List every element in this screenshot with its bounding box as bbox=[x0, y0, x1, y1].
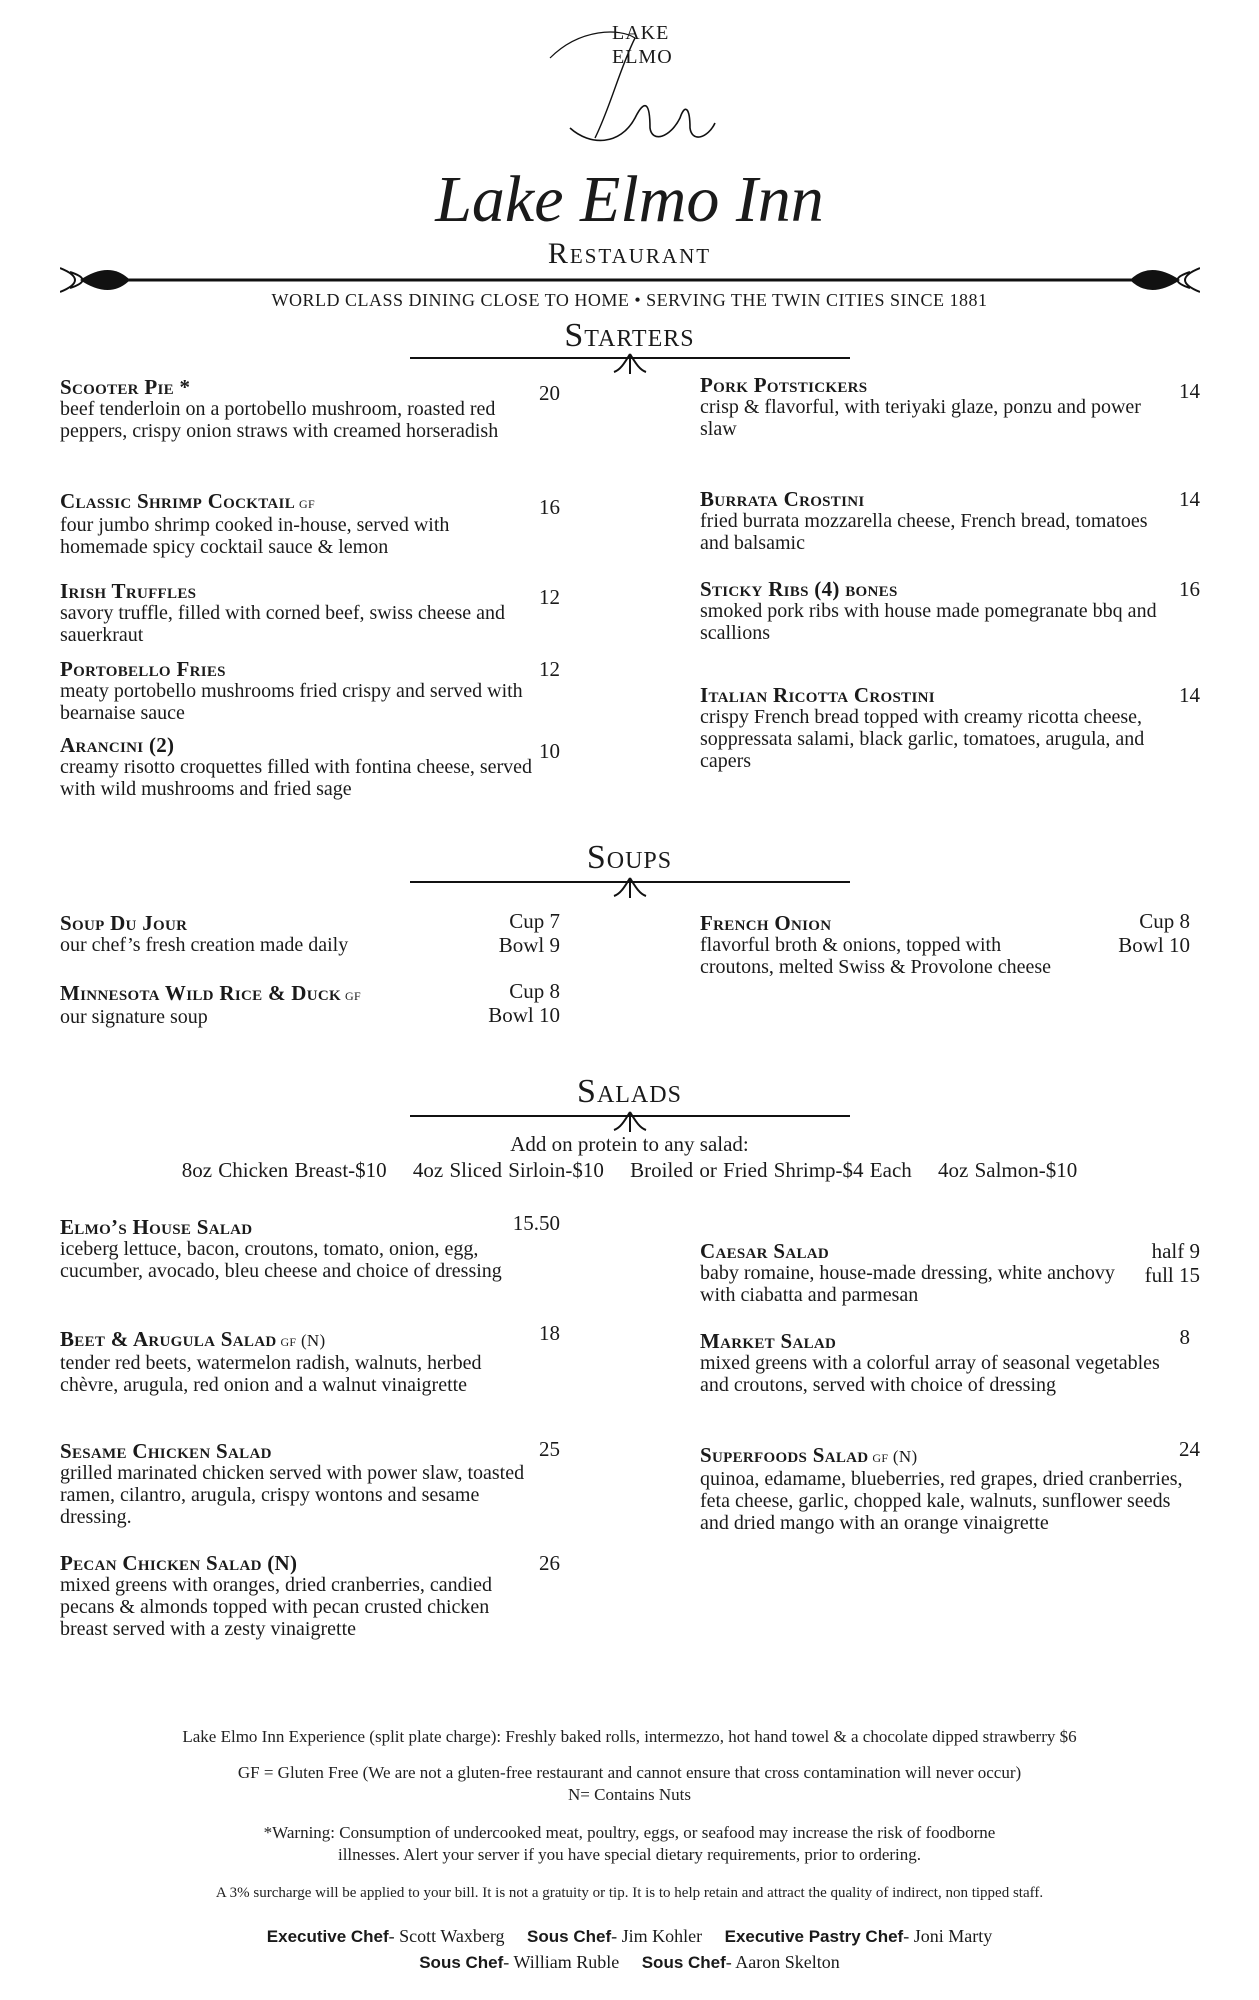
item-desc: meaty portobello mushrooms fried crispy and served with bearnaise sauce bbox=[60, 680, 523, 724]
logo-lake: LAKE bbox=[612, 22, 670, 44]
item-desc: grilled marinated chicken served with power slaw, toasted ramen, cilantro, arugula, crispy wontons and sesame dressing. bbox=[60, 1462, 525, 1528]
starter-item bbox=[60, 376, 540, 442]
item-name: Market Salad bbox=[700, 1329, 837, 1353]
item-desc: our signature soup bbox=[60, 1006, 208, 1028]
item-price: 25 bbox=[539, 1437, 560, 1461]
salads-heading: Salads bbox=[577, 1073, 682, 1110]
gluten-free-note: GF = Gluten Free (We are not a gluten-free restaurant and cannot ensure that cross contamination will never occur) bbox=[237, 1763, 1022, 1782]
item-price: 20 bbox=[539, 381, 560, 405]
addon-list bbox=[0, 1158, 1259, 1183]
item-name: Elmo’s House Salad bbox=[60, 1215, 253, 1239]
item-price-bowl: Bowl 10 bbox=[1118, 933, 1190, 957]
item-desc: savory truffle, filled with corned beef, swiss cheese and sauerkraut bbox=[60, 602, 506, 646]
salad-item bbox=[60, 1440, 540, 1528]
restaurant-subtitle: Restaurant bbox=[547, 237, 712, 270]
experience-note: Lake Elmo Inn Experience (split plate charge): Freshly baked rolls, intermezzo, hot hand towel & a chocolate dipped strawberry $6 bbox=[182, 1727, 1077, 1746]
item-name: Pecan Chicken Salad (N) bbox=[60, 1551, 298, 1575]
item-price: 14 bbox=[1179, 683, 1200, 707]
addon-item: 8oz Chicken Breast-$10 bbox=[181, 1158, 387, 1182]
item-desc: beef tenderloin on a portobello mushroom, roasted red peppers, crispy onion straws with creamed horseradish bbox=[60, 398, 499, 442]
salad-item bbox=[60, 1552, 540, 1640]
chef-role: Executive Chef bbox=[266, 1927, 389, 1946]
item-price: 14 bbox=[1179, 379, 1200, 403]
chef-name: Jim Kohler bbox=[621, 1926, 703, 1946]
item-desc: crispy French bread topped with creamy ricotta cheese, soppressata salami, black garlic, tomatoes, arugula, and capers bbox=[700, 706, 1145, 772]
item-price: 16 bbox=[1179, 577, 1200, 601]
starter-item bbox=[60, 734, 540, 800]
chef-name: William Ruble bbox=[513, 1952, 620, 1972]
addon-item: 4oz Salmon-$10 bbox=[938, 1158, 1078, 1182]
salad-item bbox=[700, 1240, 1120, 1306]
addon-item: 4oz Sliced Sirloin-$10 bbox=[412, 1158, 604, 1182]
item-name: Superfoods Salad bbox=[700, 1443, 869, 1467]
starter-item bbox=[60, 658, 540, 724]
item-tag: gf (N) bbox=[872, 1447, 918, 1466]
item-desc: mixed greens with oranges, dried cranberries, candied pecans & almonds topped with pecan crusted chicken breast served with a zesty vinaigrette bbox=[60, 1574, 493, 1640]
item-name: French Onion bbox=[700, 911, 832, 935]
item-price: 12 bbox=[539, 585, 560, 609]
salad-item bbox=[60, 1328, 540, 1396]
item-price: 12 bbox=[539, 657, 560, 681]
starter-item bbox=[700, 578, 1190, 644]
item-desc: crisp & flavorful, with teriyaki glaze, ponzu and power slaw bbox=[700, 396, 1141, 440]
item-name: Soup Du Jour bbox=[60, 911, 188, 935]
item-name: Burrata Crostini bbox=[700, 487, 865, 511]
item-price-full: full 15 bbox=[1144, 1263, 1200, 1287]
addon-item: Broiled or Fried Shrimp-$4 Each bbox=[630, 1158, 912, 1182]
soups-divider bbox=[410, 874, 850, 902]
item-tag: gf (N) bbox=[280, 1331, 326, 1350]
item-desc: four jumbo shrimp cooked in-house, served with homemade spicy cocktail sauce & lemon bbox=[60, 514, 450, 558]
surcharge-note: A 3% surcharge will be applied to your bill. It is not a gratuity or tip. It is to help retain and attract the quality of indirect, non tipped staff. bbox=[215, 1885, 1044, 1901]
item-name: Caesar Salad bbox=[700, 1239, 830, 1263]
item-tag: gf bbox=[345, 985, 361, 1004]
salad-item bbox=[700, 1444, 1190, 1534]
item-desc: tender red beets, watermelon radish, walnuts, herbed chèvre, arugula, red onion and a walnut vinaigrette bbox=[60, 1352, 482, 1396]
item-name: Minnesota Wild Rice & Duck bbox=[60, 981, 341, 1005]
item-name: Irish Truffles bbox=[60, 579, 197, 603]
item-name: Portobello Fries bbox=[60, 657, 226, 681]
chef-role: Sous Chef bbox=[527, 1927, 612, 1946]
item-price: 24 bbox=[1179, 1437, 1200, 1461]
starter-item bbox=[700, 374, 1180, 440]
item-desc: fried burrata mozzarella cheese, French bread, tomatoes and balsamic bbox=[700, 510, 1148, 554]
starters-heading: Starters bbox=[564, 317, 695, 354]
item-name: Sticky Ribs (4) bones bbox=[700, 577, 898, 601]
item-price: 18 bbox=[539, 1321, 560, 1345]
item-name: Arancini (2) bbox=[60, 733, 175, 757]
item-desc: creamy risotto croquettes filled with fontina cheese, served with wild mushrooms and fried sage bbox=[60, 756, 533, 800]
item-price: 10 bbox=[539, 739, 560, 763]
chef-role: Sous Chef bbox=[641, 1953, 726, 1972]
starter-item bbox=[700, 684, 1180, 772]
addon-heading: Add on protein to any salad: bbox=[510, 1132, 749, 1156]
item-price: 26 bbox=[539, 1551, 560, 1575]
chef-name: Joni Marty bbox=[913, 1926, 993, 1946]
item-name: Beet & Arugula Salad bbox=[60, 1327, 277, 1351]
chef-role: Sous Chef bbox=[419, 1953, 504, 1972]
item-desc: mixed greens with a colorful array of seasonal vegetables and croutons, served with choice of dressing bbox=[700, 1352, 1160, 1396]
salad-item bbox=[700, 1330, 1180, 1396]
item-price-cup: Cup 8 bbox=[509, 979, 560, 1003]
soup-item bbox=[700, 912, 1120, 978]
item-name: Scooter Pie * bbox=[60, 375, 191, 399]
item-price: 14 bbox=[1179, 487, 1200, 511]
soups-heading: Soups bbox=[586, 839, 673, 876]
chef-credits-line-1: Executive Chef- Scott Waxberg Sous Chef- Jim Kohler Executive Pastry Chef- Joni Marty bbox=[266, 1926, 993, 1946]
chef-name: Aaron Skelton bbox=[735, 1952, 840, 1972]
item-price-bowl: Bowl 10 bbox=[488, 1003, 560, 1027]
tagline: WORLD CLASS DINING CLOSE TO HOME • SERVING THE TWIN CITIES SINCE 1881 bbox=[271, 290, 988, 310]
logo-elmo: ELMO bbox=[612, 46, 673, 68]
item-desc: smoked pork ribs with house made pomegranate bbq and scallions bbox=[700, 600, 1157, 644]
chef-name: Scott Waxberg bbox=[399, 1926, 505, 1946]
item-desc: our chef’s fresh creation made daily bbox=[60, 934, 349, 956]
item-price: 8 bbox=[1179, 1325, 1190, 1349]
item-price-cup: Cup 7 bbox=[509, 909, 560, 933]
item-name: Italian Ricotta Crostini bbox=[700, 683, 935, 707]
nuts-note: N= Contains Nuts bbox=[568, 1785, 691, 1804]
starter-item bbox=[700, 488, 1180, 554]
item-price-cup: Cup 8 bbox=[1139, 909, 1190, 933]
item-price: 15.50 bbox=[512, 1211, 560, 1235]
chef-credits-line-2: Sous Chef- William Ruble Sous Chef- Aaron Skelton bbox=[419, 1952, 840, 1972]
warning-line-1: *Warning: Consumption of undercooked meat, poultry, eggs, or seafood may increase the risk of foodborne bbox=[263, 1823, 996, 1842]
starter-item bbox=[60, 490, 540, 558]
warning-line-2: illnesses. Alert your server if you have special dietary requirements, prior to ordering. bbox=[337, 1845, 921, 1864]
restaurant-title: Lake Elmo Inn bbox=[435, 163, 824, 236]
starter-item bbox=[60, 580, 540, 646]
item-name: Sesame Chicken Salad bbox=[60, 1439, 272, 1463]
item-name: Classic Shrimp Cocktail bbox=[60, 489, 295, 513]
item-price: 16 bbox=[539, 495, 560, 519]
item-desc: iceberg lettuce, bacon, croutons, tomato, onion, egg, cucumber, avocado, bleu cheese and choice of dressing bbox=[60, 1238, 502, 1282]
item-price-half: half 9 bbox=[1151, 1239, 1200, 1263]
item-desc: quinoa, edamame, blueberries, red grapes, dried cranberries, feta cheese, garlic, chopped kale, walnuts, sunflower seeds and dried mango with an orange vinaigrette bbox=[700, 1468, 1183, 1534]
salad-item bbox=[60, 1216, 540, 1282]
item-desc: baby romaine, house-made dressing, white anchovy with ciabatta and parmesan bbox=[700, 1262, 1115, 1306]
item-desc: flavorful broth & onions, topped with croutons, melted Swiss & Provolone cheese bbox=[700, 934, 1052, 978]
chef-role: Executive Pastry Chef bbox=[724, 1927, 904, 1946]
item-name: Pork Potstickers bbox=[700, 373, 868, 397]
item-price-bowl: Bowl 9 bbox=[498, 933, 560, 957]
item-tag: gf bbox=[299, 493, 315, 512]
